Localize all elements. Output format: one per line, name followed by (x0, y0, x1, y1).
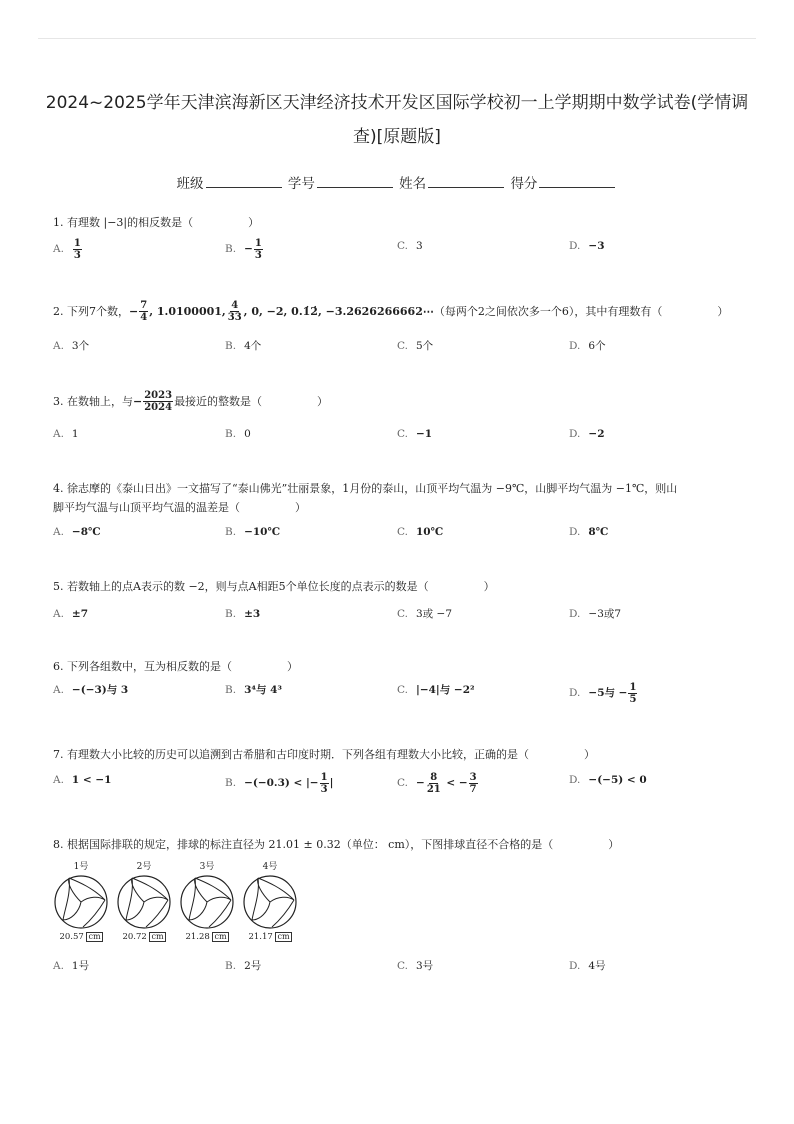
frac2-denominator: 33 (227, 312, 242, 323)
options-7 (53, 772, 753, 806)
option-c[interactable]: C. 3号 (397, 958, 433, 975)
question-stem: 有理数 |−3|的相反数是（ ） (67, 216, 260, 229)
title-line-2: 查)[原题版] (353, 127, 441, 147)
frac1-numerator: 7 (140, 300, 148, 311)
option-d[interactable]: D. −5与 − $\frac{1}{5}$ (569, 682, 637, 705)
question-number: 5. (53, 580, 64, 593)
option-d-text: −3 (588, 240, 605, 252)
option-c-text: 3号 (416, 960, 434, 972)
option-c[interactable]: C. 3或 −7 (397, 606, 452, 623)
ball-size: 20.72 (122, 932, 147, 942)
volleyball-figure (52, 862, 302, 952)
frac-denominator: 2024 (144, 402, 173, 413)
question-number: 8. (53, 838, 64, 851)
option-b-text: 4个 (244, 340, 262, 352)
question-4 (53, 480, 753, 538)
volleyball-4 (241, 862, 299, 952)
option-a-text: 3个 (71, 340, 90, 352)
question-stem: 若数轴上的点A表示的数 −2，则与点A相距5个单位长度的点表示的数是（ ） (67, 580, 495, 593)
class-label: 班级 (176, 176, 204, 192)
frac-numerator: 2023 (144, 390, 173, 401)
option-b[interactable]: B. −10℃ (225, 524, 280, 541)
option-a-text: ±7 (71, 608, 89, 620)
options-8 (53, 958, 753, 992)
options-1 (53, 238, 753, 272)
question-5 (53, 578, 753, 620)
question-stem-suffix: （每两个2之间依次多一个6），其中有理数有（ ） (433, 305, 729, 318)
ball-unit: cm (151, 932, 164, 941)
option-d[interactable]: D. 8℃ (569, 524, 608, 541)
title-line-1: 2024~2025学年天津滨海新区天津经济技术开发区国际学校初一上学期期中数学试卷(学情调 (45, 93, 749, 113)
option-c[interactable]: C. − $\frac{8}{21}$ < − $\frac{3}{7}$ (397, 772, 477, 795)
option-b[interactable]: B. 3⁴与 4³ (225, 682, 282, 699)
option-a[interactable]: A. 1号 (53, 958, 89, 975)
question-math-1: , 1.0100001, (149, 305, 226, 318)
option-a[interactable]: A. −8℃ (53, 524, 101, 541)
ball-unit: cm (214, 932, 227, 941)
ball-size: 20.57 (59, 932, 84, 942)
question-3: 3. 在数轴上，与 − $\frac{2023}{2024}$ 最接近的整数是（ ） A. 1 B. 0 C. −1 D. −2 (53, 390, 753, 413)
option-b-text: 2号 (244, 960, 262, 972)
option-a-text: −(−3)与 3 (71, 684, 129, 696)
student-info-line (0, 172, 794, 192)
score-blank[interactable] (539, 175, 615, 188)
ball-label: 1号 (73, 862, 89, 872)
ball-size: 21.28 (185, 932, 210, 942)
frac1-denominator: 4 (140, 312, 148, 323)
option-d[interactable]: D. −2 (569, 426, 605, 443)
option-a[interactable]: A. −(−3)与 3 (53, 682, 128, 699)
id-label: 学号 (287, 176, 315, 192)
option-c-text: 3 (416, 240, 423, 252)
options-3 (53, 426, 753, 460)
ball-unit: cm (88, 932, 101, 941)
option-b[interactable]: B. ±3 (225, 606, 260, 623)
question-2: 2. 下列7个数， − $\frac{7}{4}$ , 1.0100001, $\frac{4}{33}$ , 0, −2, 0.1̇2̇, −3.2626266662⋯ （每两个2之间依次多一个6），其中有理数有（ ） A. 3个 B. 4个 C. 5个 D. 6个 (53, 300, 753, 323)
option-c[interactable]: C. 3 (397, 238, 423, 255)
option-c[interactable]: C. −1 (397, 426, 432, 443)
question-stem-prefix: 在数轴上，与 (67, 395, 133, 408)
ball-unit: cm (277, 932, 290, 941)
volleyball-icon (179, 874, 235, 930)
id-blank[interactable] (317, 175, 393, 188)
options-5 (53, 606, 753, 640)
volleyball-1 (52, 862, 110, 952)
option-a-text: 1号 (71, 960, 90, 972)
question-math-2: , 0, −2, 0.1̇2̇, −3.2626266662⋯ (243, 305, 434, 318)
ball-label: 4号 (262, 862, 278, 872)
name-label: 姓名 (399, 176, 427, 192)
option-c[interactable]: C. 10℃ (397, 524, 443, 541)
question-number: 6. (53, 660, 64, 673)
question-stem: 有理数大小比较的历史可以追溯到古希腊和古印度时期．下列各组有理数大小比较，正确的是（ ） (67, 748, 595, 761)
options-4 (53, 524, 753, 558)
page-title (40, 86, 754, 154)
option-b-text: ±3 (244, 608, 261, 620)
question-6 (53, 658, 753, 705)
question-number: 1. (53, 216, 64, 229)
option-d-text: −3或7 (588, 608, 622, 620)
option-c-text: −1 (416, 428, 433, 440)
option-d[interactable]: D. −3 (569, 238, 605, 255)
options-6 (53, 682, 753, 716)
option-b[interactable]: B. 2号 (225, 958, 261, 975)
volleyball-3 (178, 862, 236, 952)
option-b[interactable]: B. − $\frac{1}{3}$ (225, 238, 262, 261)
option-a-text: 1 < −1 (71, 774, 112, 786)
option-d[interactable]: D. 4号 (569, 958, 606, 975)
ball-label: 2号 (136, 862, 152, 872)
option-d-text: 8℃ (588, 526, 609, 538)
class-blank[interactable] (206, 175, 282, 188)
option-a-text: 1 (71, 428, 79, 440)
question-7 (53, 746, 753, 795)
frac2-numerator: 4 (231, 300, 239, 311)
option-c[interactable]: C. 5个 (397, 338, 433, 355)
question-stem-line-2: 脚平均气温与山顶平均气温的温差是（ ） (53, 501, 306, 514)
question-stem: 根据国际排联的规定，排球的标注直径为 21.01 ± 0.32（单位： cm），下图排球直径不合格的是（ ） (67, 838, 620, 851)
option-c-text: 10℃ (416, 526, 444, 538)
name-blank[interactable] (428, 175, 504, 188)
option-a[interactable]: A. 1 < −1 (53, 772, 111, 789)
option-b-text: 0 (244, 428, 251, 440)
question-8 (53, 836, 753, 853)
question-stem: 下列各组数中，互为相反数的是（ ） (67, 660, 298, 673)
question-1 (53, 214, 753, 261)
ball-label: 3号 (199, 862, 215, 872)
option-b[interactable]: B. 0 (225, 426, 251, 443)
option-d-text: −2 (588, 428, 605, 440)
option-c-text: |−4|与 −2² (416, 684, 475, 696)
options-2 (53, 338, 753, 372)
volleyball-2 (115, 862, 173, 952)
option-c-text: 5个 (416, 340, 434, 352)
volleyball-icon (116, 874, 172, 930)
volleyball-icon (242, 874, 298, 930)
option-d-text: 6个 (588, 340, 606, 352)
question-number: 3. (53, 395, 64, 408)
option-a[interactable]: A. 3个 (53, 338, 89, 355)
question-stem-prefix: 下列7个数， (67, 305, 129, 318)
option-c-text: 3或 −7 (416, 608, 452, 620)
option-d[interactable]: D. 6个 (569, 338, 606, 355)
question-stem-suffix: 最接近的整数是（ ） (174, 395, 329, 408)
volleyball-icon (53, 874, 109, 930)
score-label: 得分 (510, 176, 538, 192)
option-c[interactable]: C. |−4|与 −2² (397, 682, 475, 699)
option-d-text: −(−5) < 0 (588, 774, 647, 786)
top-divider (38, 38, 756, 39)
question-number: 2. (53, 305, 64, 318)
option-b[interactable]: B. 4个 (225, 338, 261, 355)
option-b[interactable]: B. −(−0.3) < |− $\frac{1}{3}$ | (225, 772, 334, 795)
option-a[interactable]: A. 1 (53, 426, 79, 443)
option-d[interactable]: D. −3或7 (569, 606, 621, 623)
option-a[interactable]: A. ±7 (53, 606, 88, 623)
question-number: 4. (53, 482, 64, 495)
option-a-text: −8℃ (71, 526, 101, 538)
ball-size: 21.17 (248, 932, 273, 942)
option-d[interactable]: D. −(−5) < 0 (569, 772, 647, 789)
option-a[interactable]: A. $\frac{1}{3}$ (53, 238, 81, 261)
question-stem-line-1: 徐志摩的《泰山日出》一文描写了“泰山佛光”壮丽景象，1月份的泰山，山顶平均气温为 −9℃，山脚平均气温为 −1℃，则山 (67, 482, 678, 495)
option-d-text: 4号 (588, 960, 606, 972)
question-number: 7. (53, 748, 64, 761)
option-b-text: 3⁴与 4³ (244, 684, 283, 696)
option-b-text: −10℃ (244, 526, 281, 538)
